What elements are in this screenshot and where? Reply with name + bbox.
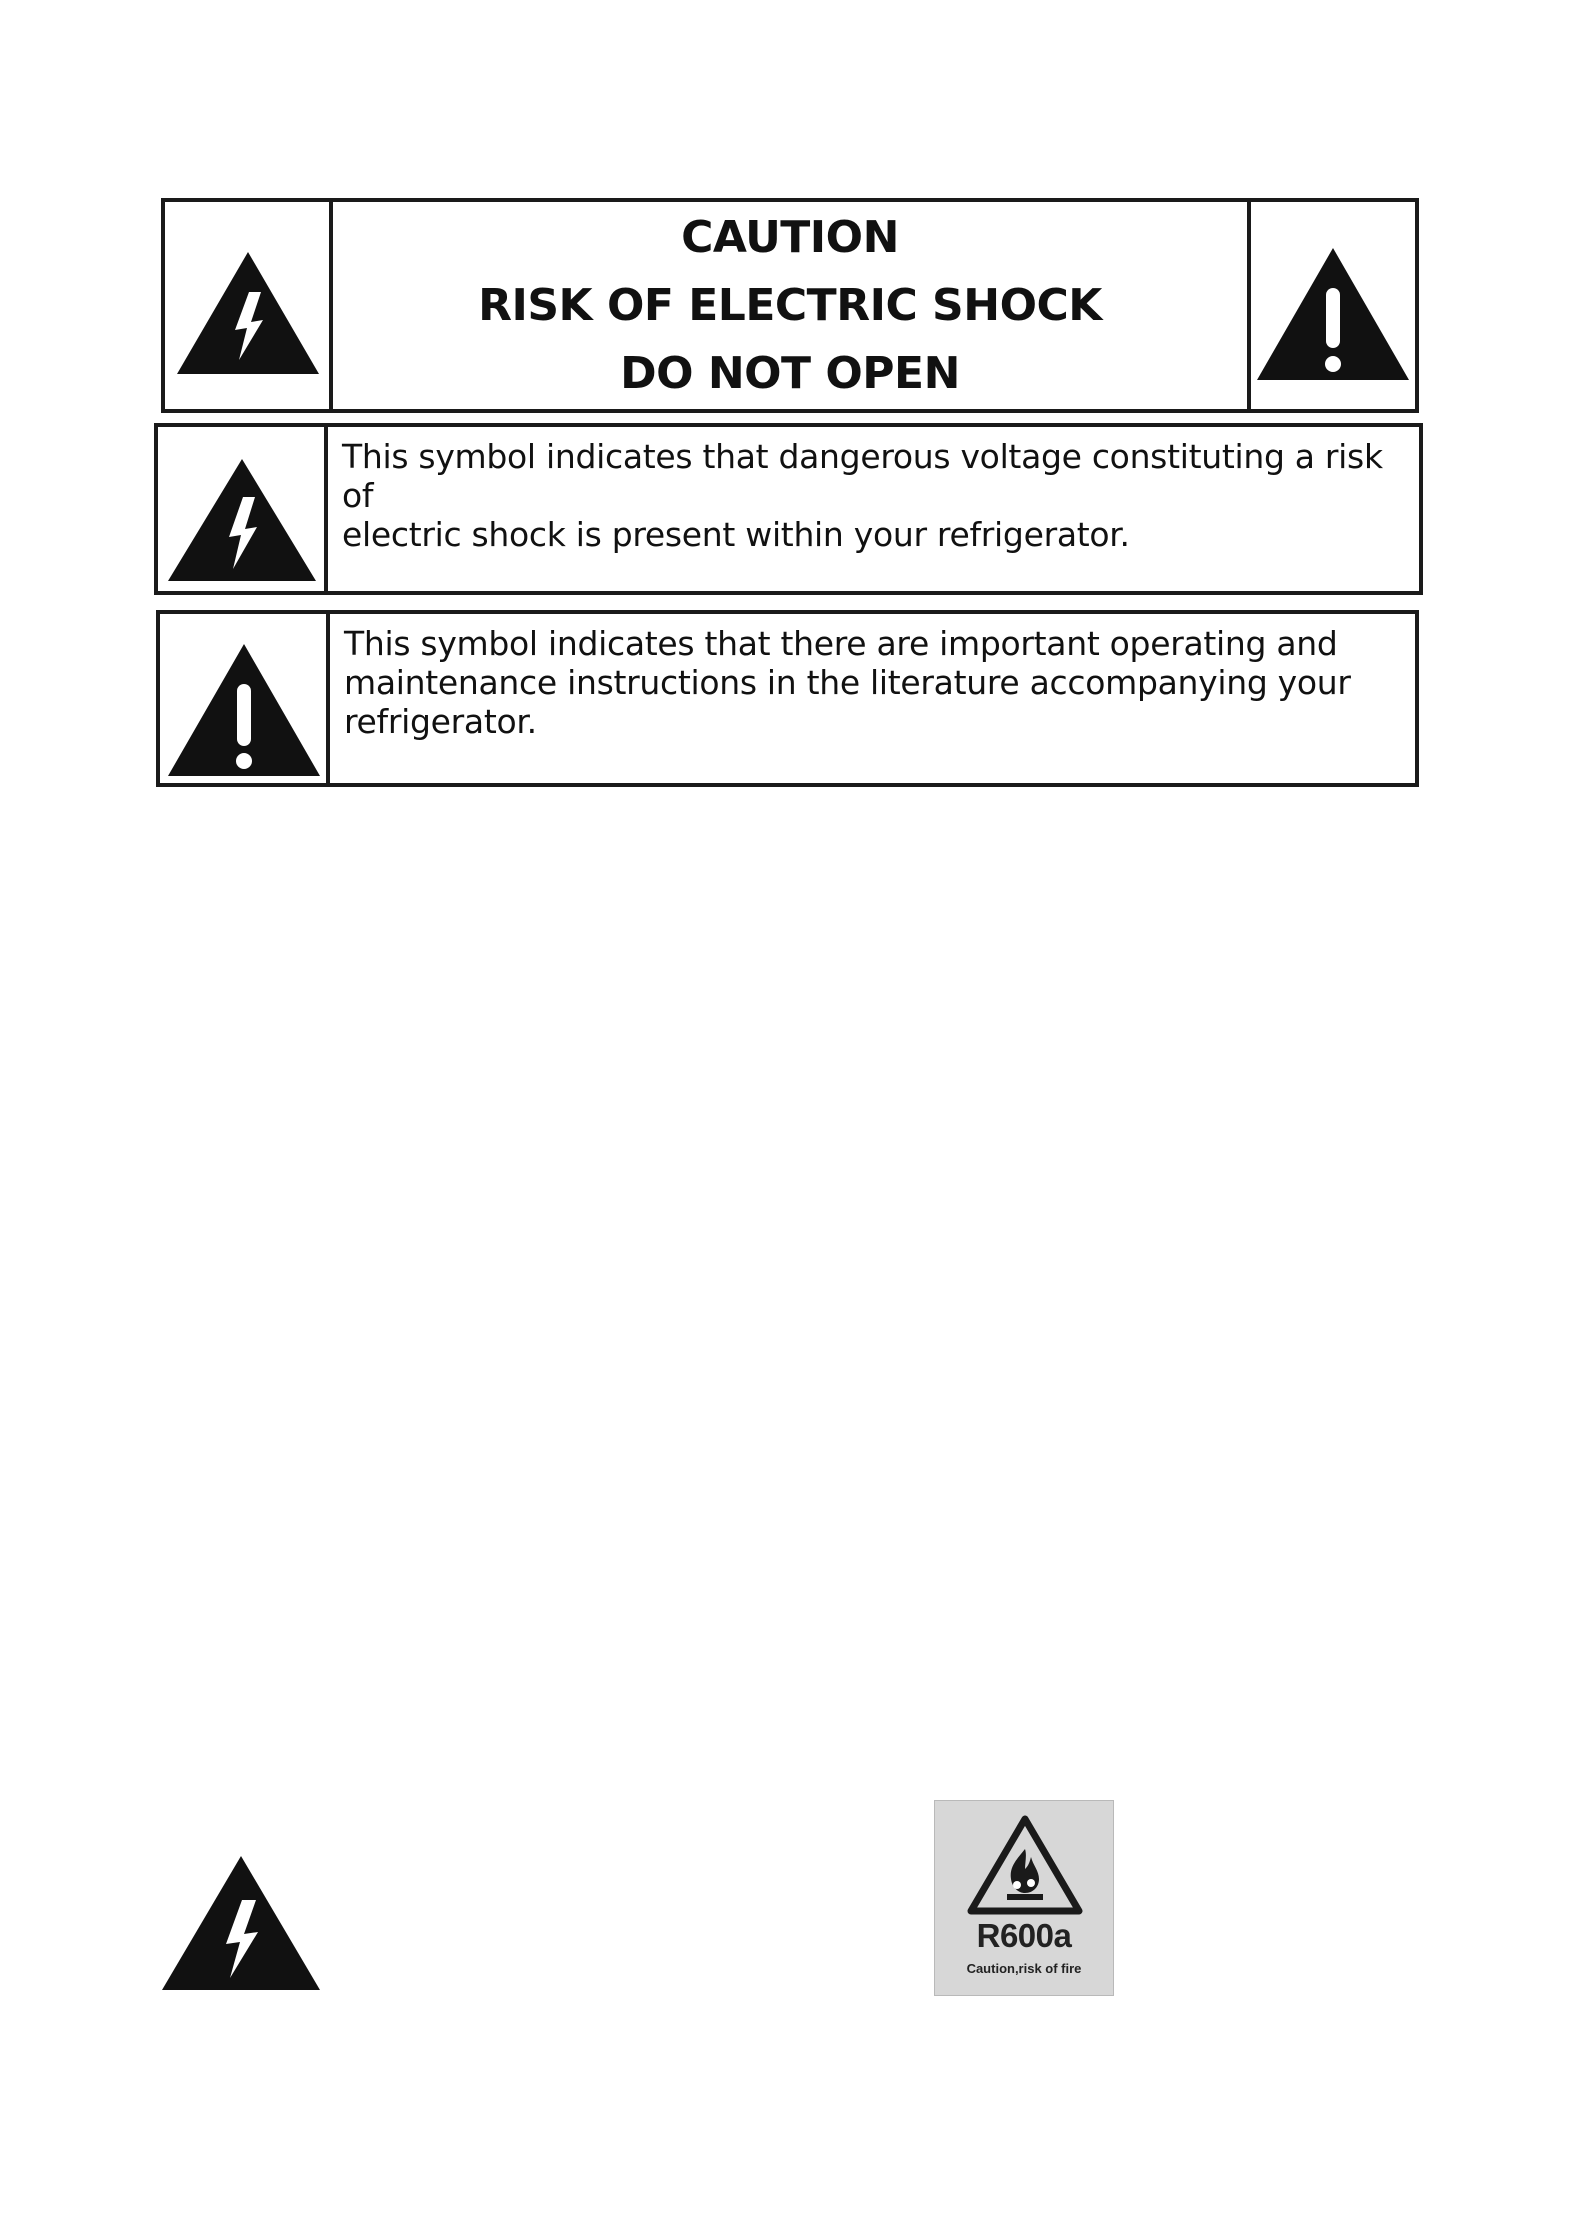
lightning-warning-icon xyxy=(158,1852,324,1994)
caution-text xyxy=(333,202,1247,409)
caution-box xyxy=(161,198,1419,413)
refrigerant-caption: Caution,risk of fire xyxy=(966,1961,1082,1976)
exclamation-warning-icon xyxy=(1253,244,1413,384)
caution-do-not-open: DO NOT OPEN xyxy=(620,347,960,399)
lightning-description-box xyxy=(154,423,1423,595)
caution-right-cell xyxy=(1247,202,1415,409)
lightning-description-text: This symbol indicates that dangerous voltage constituting a risk of electric shock is present within your refrigerator. xyxy=(342,437,1383,554)
instructions-description-icon-cell xyxy=(160,614,330,783)
lightning-warning-icon xyxy=(173,248,323,378)
caution-risk-line: RISK OF ELECTRIC SHOCK xyxy=(478,279,1102,331)
lightning-warning-icon xyxy=(164,455,320,585)
refrigerant-code: R600a xyxy=(976,1917,1072,1954)
instructions-description-text-cell xyxy=(330,614,1415,783)
flame-warning-icon xyxy=(965,1813,1085,1917)
instructions-description-text: This symbol indicates that there are important operating and maintenance instructions in the literature accompanying your refrigerator. xyxy=(344,624,1351,741)
instructions-description-box xyxy=(156,610,1419,787)
lightning-description-text-cell xyxy=(328,427,1419,591)
caution-title: CAUTION xyxy=(681,211,899,263)
lightning-description-icon-cell xyxy=(158,427,328,591)
refrigerant-label xyxy=(934,1800,1114,1996)
caution-left-cell xyxy=(165,202,333,409)
exclamation-warning-icon xyxy=(164,640,324,780)
